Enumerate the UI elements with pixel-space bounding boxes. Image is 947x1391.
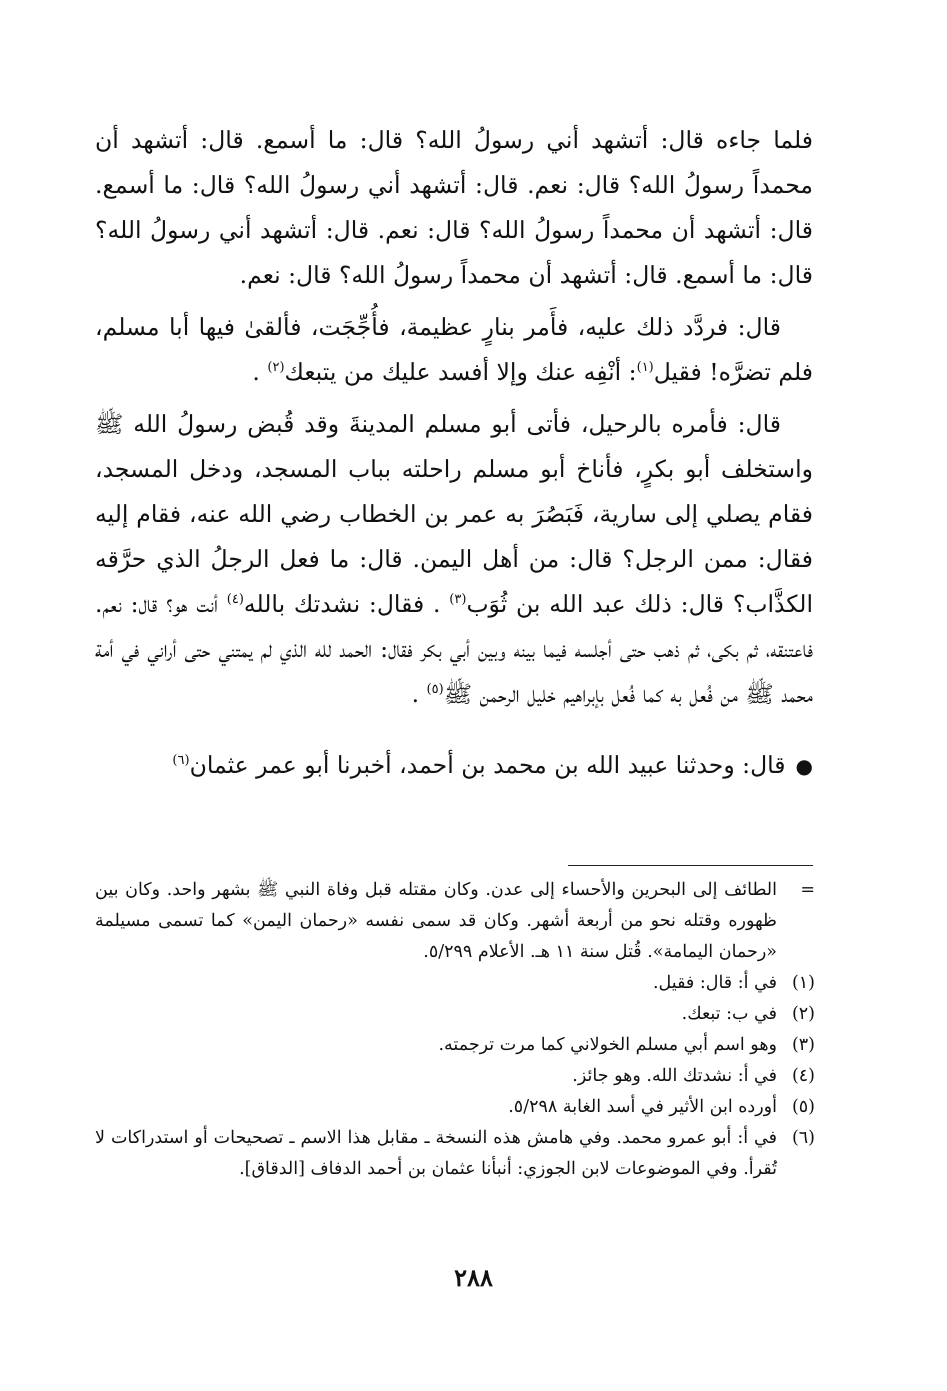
footnote-divider [568,865,813,866]
footnote-number: (٦) [791,1128,815,1148]
paragraph-2-text-b: : أنْفِه عنك وإلا أفسد عليك من يتبعك [284,358,637,386]
footnote-ref-2[interactable]: (٢) [267,360,285,376]
paragraph-3 [95,402,813,717]
paragraph-4-text: قال: وحدثنا عبيد الله بن محمد بن أحمد، أخبرنا أبو عمر عثمان [189,751,786,779]
footnote-text: الطائف إلى البحرين والأحساء إلى عدن. وكان مقتله قبل وفاة النبي ﷺ بشهر واحد. وكان بين ظهوره وقتله نحو من أربعة أشهر. وكان قد سمى نفسه «رحمان اليمن» كما تسمى مسيلمة «رحمان اليمامة». قُتل سنة ١١ هـ. الأعلام ٥/٢٩٩. [95,880,777,962]
bullet-icon: ● [795,754,813,778]
paragraph-3-text-c: أنت هو؟ قال: نعم. فاعتنقه، ثم بكى، ثم ذهب حتى أجلسه فيما بينه وبين أبي بكر فقال: الحمد لله الذي لم يمتني حتى أراني في أمة محمد ﷺ من فُعل به كما فُعل بإبراهيم خليل الرحمن ﷺ [95,590,813,708]
page-number: ٢٨٨ [454,1263,493,1292]
footnote-2 [95,999,815,1030]
footnote-number: (٢) [791,1004,815,1024]
footnote-number: (٣) [791,1035,815,1055]
footnote-1 [95,968,815,999]
footnote-continuation [95,875,815,968]
footnote-text: في أ: أبو عمرو محمد. وفي هامش هذه النسخة ـ مقابل هذا الاسم ـ تصحيحات أو استدراكات لا تُقرأ. وفي الموضوعات لابن الجوزي: أنبأنا عثمان بن أحمد الدفاف [الدقاق]. [95,1128,777,1179]
footnote-5 [95,1092,815,1123]
footnote-text: في ب: تبعك. [681,1004,777,1024]
footnote-4 [95,1061,815,1092]
footnote-ref-5[interactable]: (٥) [426,682,444,698]
footnote-number: (١) [791,973,815,993]
paragraph-3-text-a: قال: فأمره بالرحيل، فأتى أبو مسلم المدينةَ وقد قُبض رسولُ الله ﷺ واستخلف أبو بكرٍ، فأناخ أبو مسلم راحلته بباب المسجد، ودخل المسجد، فقام يصلي إلى سارية، فَبَصُرَ به عمر بن الخطاب رضي الله عنه، فقام إليه فقال: ممن الرجل؟ قال: من أهل اليمن. قال: ما فعل الرجلُ الذي حرَّقه الكذَّاب؟ قال: ذلك عبد الله بن ثُوَب [95,410,813,618]
footnote-ref-4[interactable]: (٤) [226,592,244,608]
footnote-ref-6[interactable]: (٦) [172,753,190,769]
paragraph-3-text-b: . فقال: نشدتك بالله [243,590,441,618]
footnote-ref-3[interactable]: (٣) [449,592,467,608]
footnote-number: = [800,880,815,900]
footnotes [95,875,815,1185]
footnote-number: (٤) [791,1066,815,1086]
footnote-3 [95,1030,815,1061]
paragraph-2-text-a: قال: فردَّد ذلك عليه، فأَمر بنارٍ عظيمة، فأُجِّجَت، فألقىٰ فيها أبا مسلم، فلم تضرَّه! فقيل [95,313,813,386]
footnote-text: وهو اسم أبي مسلم الخولاني كما مرت ترجمته. [438,1035,777,1055]
main-text [95,118,813,796]
paragraph-3-text-d: . [411,680,420,708]
footnote-text: أورده ابن الأثير في أسد الغابة ٥/٢٩٨. [508,1097,777,1117]
paragraph-1-text: فلما جاءه قال: أتشهد أني رسولُ الله؟ قال: ما أسمع. قال: أتشهد أن محمداً رسولُ الله؟ قال: نعم. قال: أتشهد أني رسولُ الله؟ قال: ما أسمع. قال: أتشهد أن محمداً رسولُ الله؟ قال: نعم. قال: أتشهد أني رسولُ الله؟ قال: ما أسمع. قال: أتشهد أن محمداً رسولُ الله؟ قال: نعم. [95,126,813,289]
paragraph-2-text-c: . [252,358,260,386]
paragraph-2 [95,305,813,395]
footnote-text: في أ: قال: فقيل. [652,973,777,993]
footnote-text: في أ: نشدتك الله. وهو جائز. [572,1066,777,1086]
paragraph-1 [95,118,813,298]
footnote-number: (٥) [791,1097,815,1117]
footnote-6 [95,1123,815,1185]
paragraph-4 [95,743,813,789]
footnote-ref-1[interactable]: (١) [636,360,654,376]
